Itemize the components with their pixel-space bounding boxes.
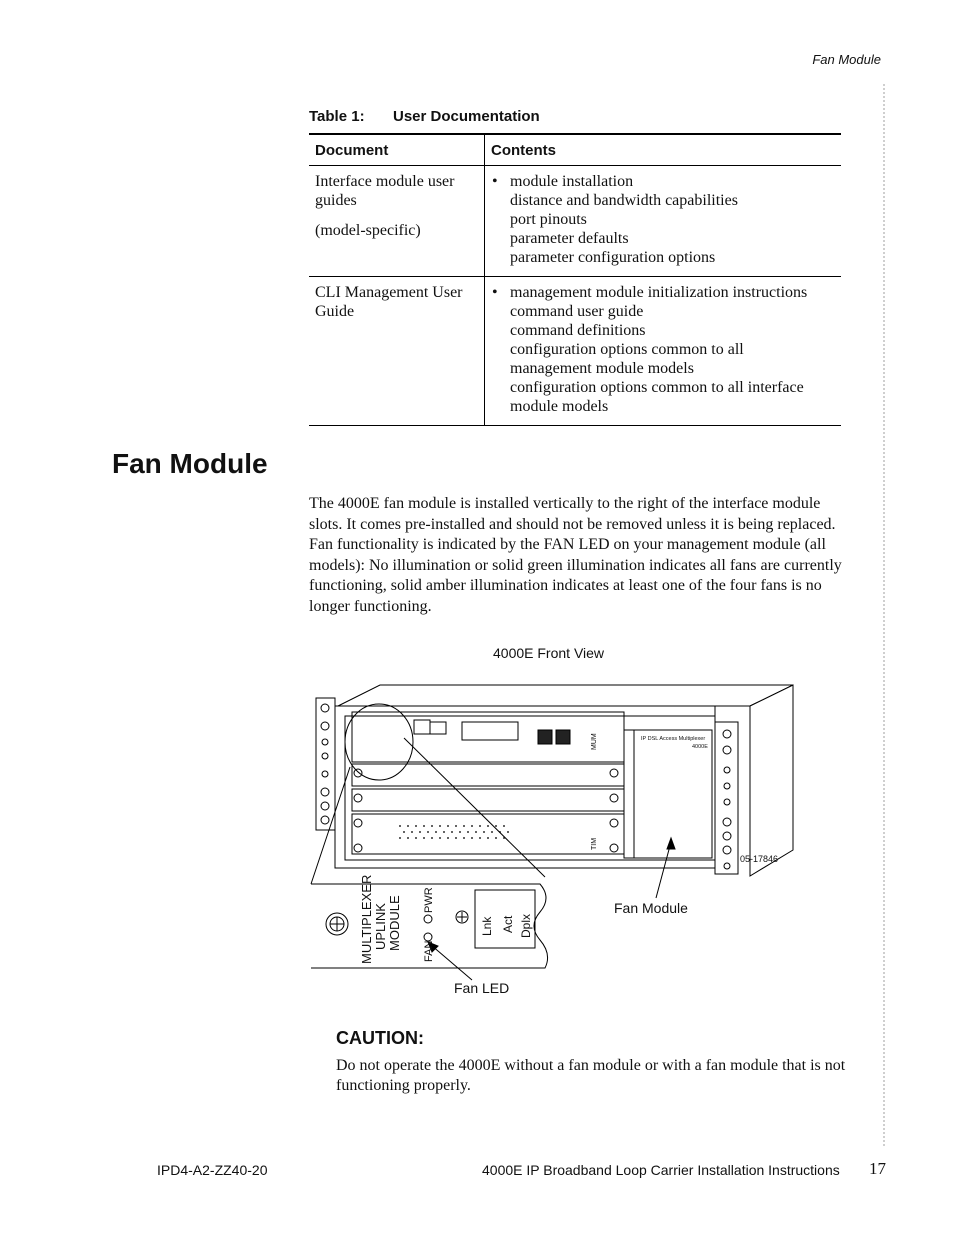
front-view-figure [300, 668, 820, 1008]
document-cell [309, 277, 485, 426]
table-caption-number: Table 1: [309, 108, 365, 125]
document-cell [309, 166, 485, 277]
content-line: distance and bandwidth capabilities [510, 192, 738, 209]
content-line: management module initialization instructions [510, 284, 808, 301]
document-line: Interface module user [315, 173, 455, 190]
inset-act-label: Act [501, 915, 515, 933]
footer-page-number: 17 [869, 1159, 886, 1178]
inset-line-module: MODULE [387, 895, 402, 951]
table-row [309, 166, 841, 277]
table-row [309, 277, 841, 426]
margin-dotted-rule [883, 84, 885, 1146]
document-line: Guide [315, 303, 355, 320]
content-line: configuration options common to all [510, 341, 744, 358]
chassis-label-1: IP DSL Access Multiplexer [641, 736, 706, 742]
content-line: parameter configuration options [510, 249, 716, 266]
table-caption-title: User Documentation [393, 108, 540, 125]
footer-doc-title: 4000E IP Broadband Loop Carrier Installation Instructions [482, 1162, 840, 1178]
inset-fan-label: FAN [423, 940, 435, 962]
bullet-icon: • [492, 284, 498, 301]
spacer [315, 210, 478, 221]
chassis-top [338, 685, 793, 706]
contents-cell [485, 166, 842, 277]
column-header-document: Document [309, 134, 485, 166]
figure-title: 4000E Front View [493, 645, 605, 661]
user-documentation-table [309, 133, 841, 426]
content-line: command definitions [510, 322, 646, 339]
tim-slot-label: TIM [591, 837, 598, 850]
table-header-row [309, 134, 841, 166]
mum-slot-label: MUM [591, 733, 598, 750]
content-line: module models [510, 398, 609, 415]
contents-cell [485, 277, 842, 426]
right-mounting-ear [715, 722, 738, 874]
chassis-right-side [750, 685, 793, 876]
running-header: Fan Module [812, 52, 881, 67]
fan-led-callout: Fan LED [454, 980, 510, 996]
document-line: CLI Management User [315, 284, 463, 301]
footer-doc-number: IPD4-A2-ZZ40-20 [157, 1162, 268, 1178]
inset-line-multiplexer: MULTIPLEXER [359, 874, 374, 964]
content-line: configuration options common to all interface [510, 379, 804, 396]
chassis-label-2: 4000E [692, 744, 708, 750]
content-line: module installation [510, 173, 634, 190]
body-paragraph: The 4000E fan module is installed vertically to the right of the interface module slots. It comes pre-installed and should not be removed unless it is being replaced. Fan functionality is indicated by the FAN LED on your management module (all models): No illumination or solid green illumination indicates all fans are currently functioning, solid amber illumination indicates at least one of the four fans is no longer functioning. [309, 495, 842, 615]
inset-dplx-label: Dplx [519, 913, 533, 938]
section-heading: Fan Module [112, 448, 268, 479]
column-header-contents: Contents [485, 134, 842, 166]
inset-pwr-label: PWR [423, 887, 435, 913]
content-line: management module models [510, 360, 694, 377]
caution-heading: CAUTION: [336, 1028, 424, 1048]
bullet-icon: • [492, 173, 498, 190]
inset-line-uplink: UPLINK [373, 903, 388, 950]
table-caption [309, 108, 540, 125]
document-line: (model-specific) [315, 222, 421, 239]
figure-id: 05-17846 [740, 854, 779, 864]
content-line: parameter defaults [510, 230, 629, 247]
content-line: port pinouts [510, 211, 587, 228]
fan-module-callout: Fan Module [614, 900, 688, 916]
document-line: guides [315, 192, 357, 209]
inset-lnk-label: Lnk [480, 916, 494, 936]
caution-text: Do not operate the 4000E without a fan module or with a fan module that is not functioning properly. [336, 1057, 846, 1094]
content-line: command user guide [510, 303, 644, 320]
